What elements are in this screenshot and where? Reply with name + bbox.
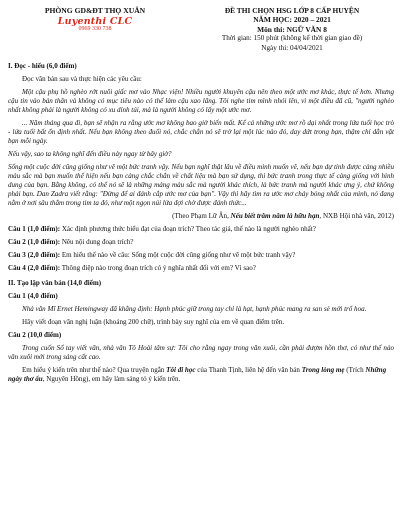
department-name: PHÒNG GD&ĐT THỌ XUÂN xyxy=(44,6,146,15)
essay-2-work-3: Những ngày thơ ấu xyxy=(8,366,387,383)
essay-2-work-1: Tôi đi học xyxy=(166,366,196,374)
exam-date: Ngày thi: 04/04/2021 xyxy=(261,43,323,52)
essay-2-task-c: của Thanh Tịnh, liên hệ đến văn bản xyxy=(195,366,302,374)
essay-2-task-e: , Nguyên Hồng), em hãy làm sáng tỏ ý kiến trên. xyxy=(42,375,181,383)
essay-2-work-2: Trong lòng mẹ xyxy=(301,366,345,374)
question-3 xyxy=(8,251,394,260)
essay-2-task-a: Em hiểu ý kiến trên như thế nào? Qua truyện ngắn xyxy=(22,366,167,374)
passage-source xyxy=(8,212,394,221)
source-book: Nếu biết trăm năm là hữu hạn xyxy=(230,212,320,220)
subject: Môn thi: NGỮ VĂN 8 xyxy=(257,24,327,34)
part2-heading: II. Tạo lập văn bản (14,0 điểm) xyxy=(8,279,102,287)
essay-1-label: Câu 1 (4,0 điểm) xyxy=(8,292,58,300)
school-year: NĂM HỌC: 2020 – 2021 xyxy=(253,15,331,25)
essay-2-quote: Trong cuốn Sổ tay viết văn, nhà văn Tô Hoài tâm sự: Tôi cho rằng ngay trong văn xuôi, cần phải đượm hồn thơ, có như thế nào văn xuôi mới trong sáng cất cao. xyxy=(8,344,394,361)
question-1-label: Câu 1 (1,0 điểm): xyxy=(8,225,61,233)
exam-body xyxy=(8,62,394,384)
part1-intro: Đọc văn bản sau và thực hiện các yêu cầu: xyxy=(22,75,142,83)
watermark-phone: 0969 330 738 xyxy=(78,26,112,32)
part1-heading: I. Đọc - hiểu (6,0 điểm) xyxy=(8,62,77,70)
essay-1-quote: Nhà văn Mĩ Ernet Hemingway đã khẳng định: Hạnh phúc giữ trong tay chỉ là hạt, hạnh phúc mang ra san sẻ mới trổ hoa. xyxy=(22,305,367,313)
question-1-text: Xác định phương thức biểu đạt của đoạn trích? Theo tác giả, thế nào là người nghèo nhất? xyxy=(60,225,316,233)
time-limit: Thời gian: 150 phút (không kể thời gian giao đề) xyxy=(221,34,363,43)
question-1 xyxy=(8,225,394,234)
header-left xyxy=(20,6,170,32)
question-2-label: Câu 2 (1,0 điểm): xyxy=(8,238,61,246)
passage-para-1: Một cậu phụ hồ nghèo rớt nuôi giấc mơ vào Nhạc viện! Nhiều người khuyên cậu nên theo một ước mơ khác, thực tế hơn. Nhưng cậu tin vào bản thân và không có mục tiêu nào có thể làm cậu xao lãng. Tôi nghe tim mình nhói lên, vì một điều đã cũ, "người nghèo nhất không phải là người không có xu dính túi, mà là người không có lấy một ước mơ. xyxy=(8,88,394,114)
passage-para-2: ... Năm tháng qua đi, bạn sẽ nhận ra rằng ước mơ không bao giờ biến mất. Kể cả những ước mơ rồ dại nhất trong lứa tuổi học trò - lứa tuổi bất ổn định nhất. Nếu bạn không theo đuổi nó, chắc chắn nó sẽ trở lại một lúc nào đó, day dứt trong bạn, thậm chí dằn vặt bạn mỗi ngày. xyxy=(8,119,394,145)
source-author: (Theo Phạm Lữ Ân, xyxy=(172,212,231,220)
question-4 xyxy=(8,264,394,273)
passage-para-4: Sống một cuộc đời cũng giống như vẽ một bức tranh vậy. Nếu bạn nghĩ thật lâu về điều mình muốn vẽ, nếu bạn dự tính được càng nhiều màu sắc mà bạn muốn thể hiện nếu bạn càng chắc chắn về chất liệu mà bạn sử dụng, thì bức tranh trong thực tế càng giống với hình dung của bạn. Bằng không, có thể nó sẽ là những mảng màu sắc mà người khác thích, là bức tranh mà người khác ưng ý, chứ không phải bạn. Dan Zadra viết rằng: "Đừng để ai đánh cắp ước mơ của bạn". Vậy thì hãy tìm ra ước mơ cháy bỏng nhất của mình, nó đang nằm ở nơi sâu thẳm trong tim ta đó, như một ngọn núi lửa đợi chờ được đánh thức... xyxy=(8,163,394,207)
header-right xyxy=(192,6,392,53)
question-4-label: Câu 4 (2,0 điểm): xyxy=(8,264,61,272)
question-3-text: Em hiểu thế nào về câu: Sống một cuộc đời cũng giống như vẽ một bức tranh vậy? xyxy=(60,251,296,259)
question-2-text: Nêu nội dung đoạn trích? xyxy=(60,238,134,246)
exam-title: ĐỀ THI CHỌN HSG LỚP 8 CẤP HUYỆN xyxy=(224,6,360,15)
essay-2-label: Câu 2 (10,0 điểm) xyxy=(8,331,62,339)
question-4-text: Thông điệp nào trong đoạn trích có ý nghĩa nhất đối với em? Vì sao? xyxy=(60,264,256,272)
question-2 xyxy=(8,238,394,247)
passage-para-3: Nếu vậy, sao ta không nghĩ đến điều này ngay từ bây giờ? xyxy=(8,150,172,158)
essay-2-task-d: (Trích xyxy=(344,366,366,374)
essay-2-task xyxy=(8,366,394,384)
question-3-label: Câu 3 (2,0 điểm): xyxy=(8,251,61,259)
source-publisher: , NXB Hội nhà văn, 2012) xyxy=(319,212,394,220)
watermark-logo: Luyenthi CLC xyxy=(57,16,133,27)
essay-1-task: Hãy viết đoạn văn nghị luận (khoảng 200 chữ), trình bày suy nghĩ của em về quan điểm trên. xyxy=(22,318,285,326)
